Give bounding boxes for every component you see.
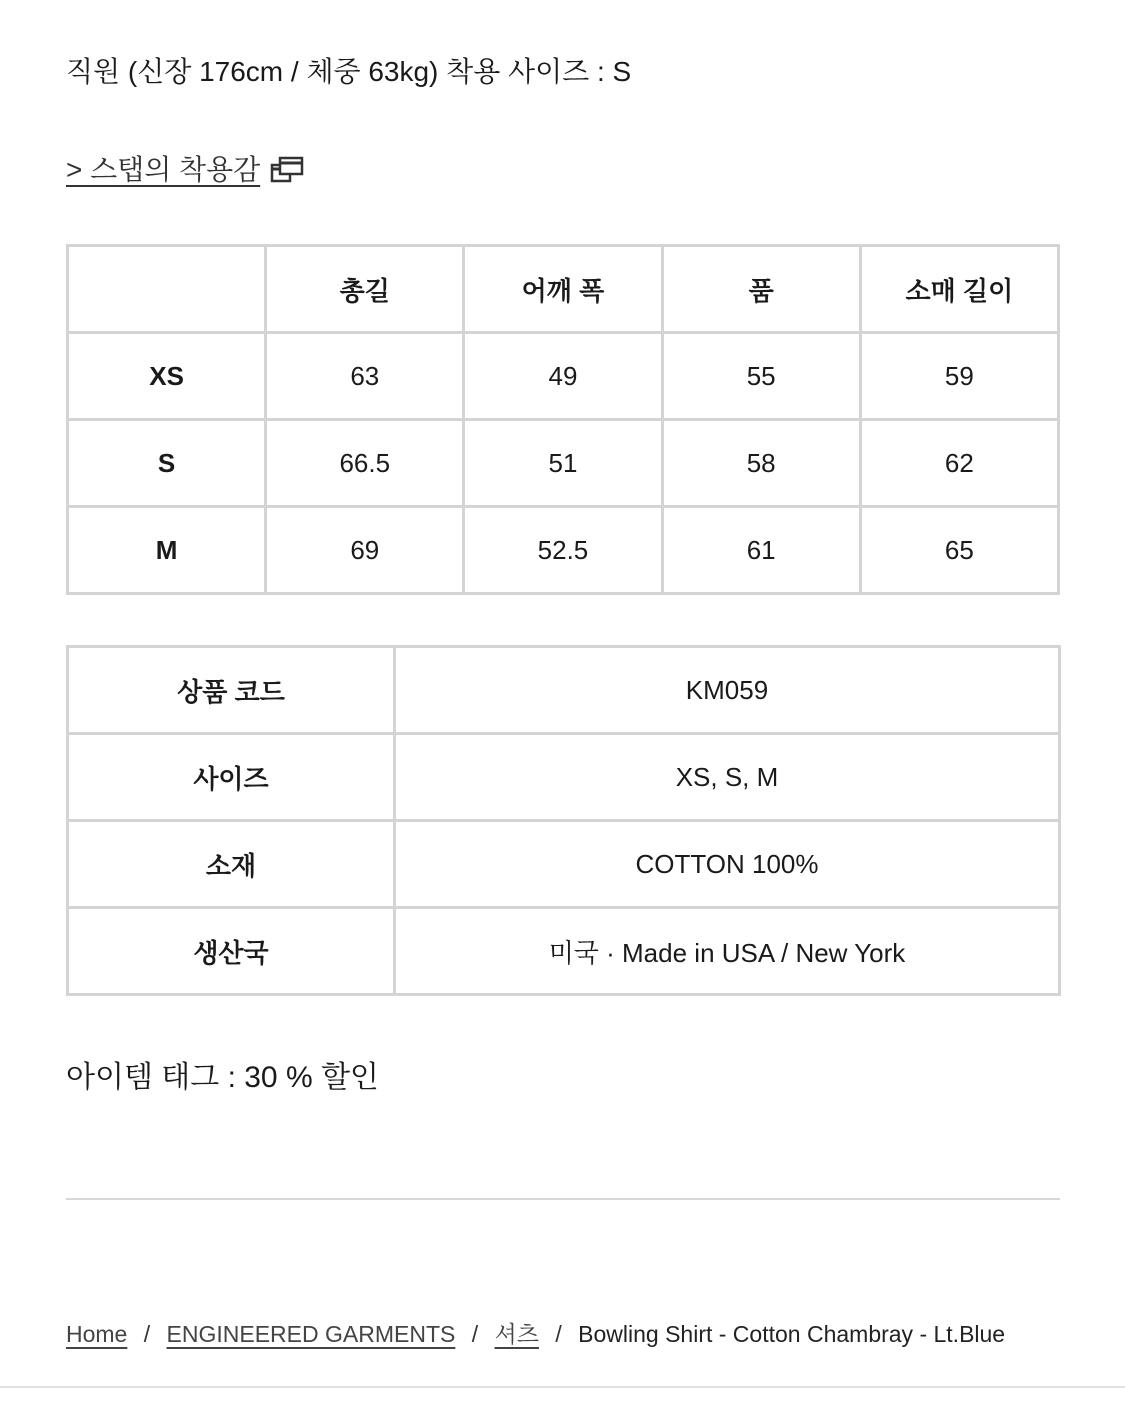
info-value-origin: 미국 · Made in USA / New York (395, 908, 1060, 995)
size-label: XS (68, 333, 266, 420)
header-shoulder-width: 어깨 폭 (464, 246, 662, 333)
info-key-material: 소재 (68, 821, 395, 908)
info-value-sizes: XS, S, M (395, 734, 1060, 821)
size-value: 66.5 (266, 420, 464, 507)
table-row (68, 420, 1059, 507)
info-key-sizes: 사이즈 (68, 734, 395, 821)
table-row (68, 821, 1060, 908)
breadcrumb-separator: / (471, 1321, 479, 1347)
breadcrumb-link-category[interactable]: 셔츠 (494, 1321, 539, 1347)
breadcrumb-current: Bowling Shirt - Cotton Chambray - Lt.Blue (578, 1321, 1006, 1347)
table-row (68, 647, 1060, 734)
breadcrumb (66, 1316, 1005, 1352)
table-row (68, 734, 1060, 821)
staff-fit-link-row (66, 150, 304, 190)
table-row (68, 908, 1060, 995)
header-sleeve-length: 소매 길이 (860, 246, 1058, 333)
popup-window-icon[interactable] (270, 155, 304, 185)
size-value: 55 (662, 333, 860, 420)
table-row (68, 507, 1059, 594)
size-value: 61 (662, 507, 860, 594)
info-value-material: COTTON 100% (395, 821, 1060, 908)
staff-fit-note: 직원 (신장 176cm / 체중 63kg) 착용 사이즈 : S (66, 56, 632, 87)
info-key-origin: 생산국 (68, 908, 395, 995)
table-row (68, 333, 1059, 420)
breadcrumb-link-home[interactable]: Home (66, 1321, 128, 1347)
header-total-length: 총길 (266, 246, 464, 333)
size-label: M (68, 507, 266, 594)
info-value-product-code: KM059 (395, 647, 1060, 734)
size-chart-header-blank (68, 246, 266, 333)
size-value: 65 (860, 507, 1058, 594)
breadcrumb-separator: / (143, 1321, 151, 1347)
section-divider (66, 1198, 1060, 1200)
size-value: 52.5 (464, 507, 662, 594)
product-info-table (66, 645, 1061, 996)
item-tag-discount: 아이템 태그 : 30 % 할인 (66, 1061, 379, 1094)
size-label: S (68, 420, 266, 507)
size-chart-table (66, 244, 1060, 595)
size-value: 62 (860, 420, 1058, 507)
info-key-product-code: 상품 코드 (68, 647, 395, 734)
staff-fit-link[interactable]: > 스탭의 착용감 (66, 154, 261, 185)
size-value: 58 (662, 420, 860, 507)
size-value: 69 (266, 507, 464, 594)
header-chest-width: 품 (662, 246, 860, 333)
size-value: 49 (464, 333, 662, 420)
size-chart-header-row (68, 246, 1059, 333)
bottom-divider (0, 1386, 1125, 1388)
breadcrumb-link-brand[interactable]: ENGINEERED GARMENTS (166, 1321, 456, 1347)
size-value: 51 (464, 420, 662, 507)
size-value: 63 (266, 333, 464, 420)
breadcrumb-separator: / (555, 1321, 562, 1347)
size-value: 59 (860, 333, 1058, 420)
